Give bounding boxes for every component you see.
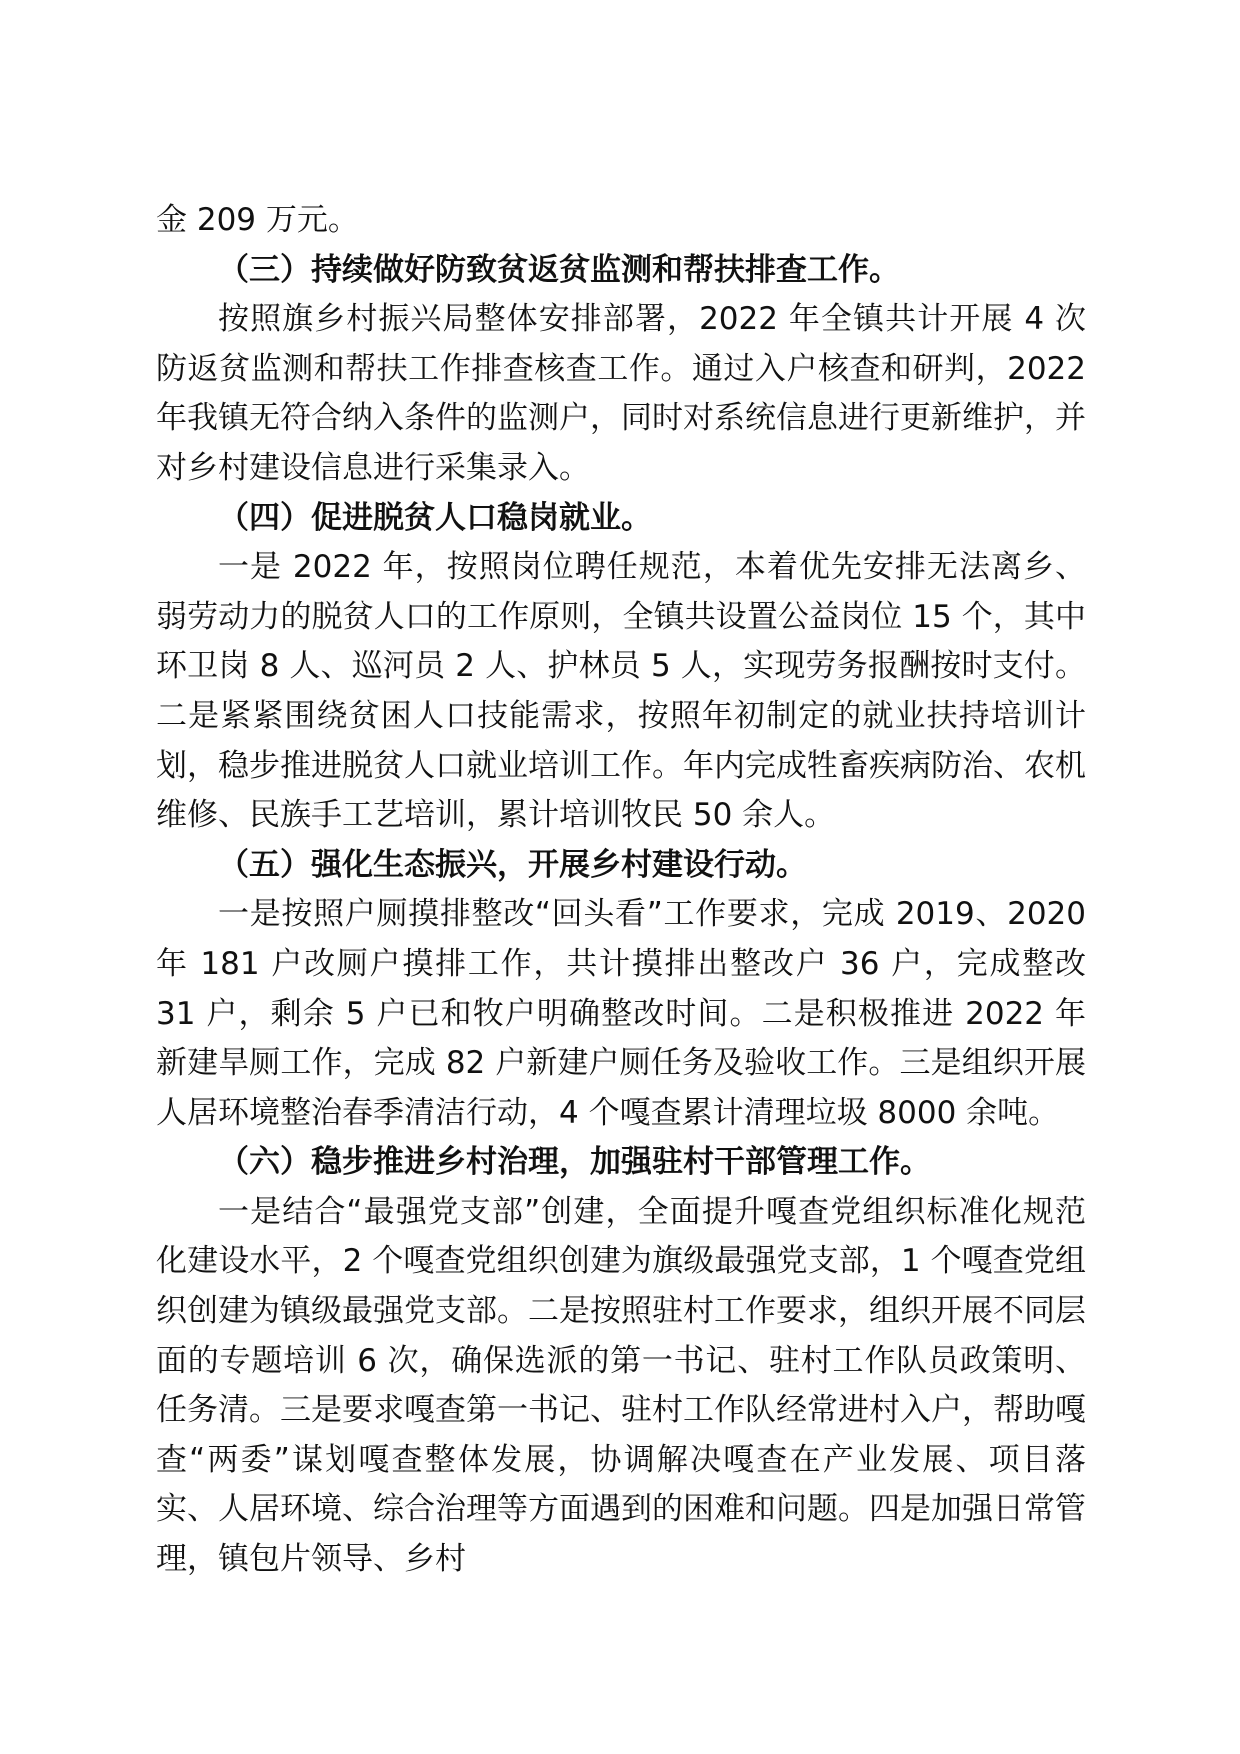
section-heading-6: （六）稳步推进乡村治理，加强驻村干部管理工作。 [218, 1144, 931, 1181]
paragraph-continuation: 金 209 万元。 [156, 202, 359, 238]
section-heading-3: （三）持续做好防致贫返贫监测和帮扶排查工作。 [218, 251, 900, 288]
paragraph-governance: 一是结合“最强党支部”创建，全面提升嘎查党组织标准化规范化建设水平，2 个嘎查党组织创建为旗级最强党支部，1 个嘎查党组织创建为镇级最强党支部。二是按照驻村工作要求，组织开展不同层面的专题培训 6 次，确保选派的第一书记、驻村工作队员政策明、任务清。三是要求嘎查第一书记、驻村工作队经常进村入户，帮助嘎查“两委”谋划嘎查整体发展，协调解决嘎查在产业发展、项目落实、人居环境、综合治理等方面遇到的困难和问题。四是加强日常管理，镇包片领导、乡村 [156, 1193, 1086, 1578]
section-heading-5: （五）强化生态振兴，开展乡村建设行动。 [218, 846, 807, 883]
paragraph-employment: 一是 2022 年，按照岗位聘任规范，本着优先安排无法离乡、弱劳动力的脱贫人口的工作原则，全镇共设置公益岗位 15 个，其中环卫岗 8 人、巡河员 2 人、护林员 5 人，实现劳务报酬按时支付。二是紧紧围绕贫困人口技能需求，按照年初制定的就业扶持培训计划，稳步推进脱贫人口就业培训工作。年内完成牲畜疾病防治、农机维修、民族手工艺培训，累计培训牧民 50 余人。 [156, 549, 1086, 834]
paragraph-ecology: 一是按照户厕摸排整改“回头看”工作要求，完成 2019、2020 年 181 户改厕户摸排工作，共计摸排出整改户 36 户，完成整改 31 户，剩余 5 户已和牧户明确整改时间。二是积极推进 2022 年新建旱厕工作，完成 82 户新建户厕任务及验收工作。三是组织开展人居环境整治春季清洁行动，4 个嘎查累计清理垃圾 8000 余吨。 [156, 896, 1086, 1131]
paragraph-monitoring: 按照旗乡村振兴局整体安排部署，2022 年全镇共计开展 4 次防返贫监测和帮扶工作排查核查工作。通过入户核查和研判，2022 年我镇无符合纳入条件的监测户，同时对系统信息进行更新维护，并对乡村建设信息进行采集录入。 [156, 301, 1086, 486]
section-heading-4: （四）促进脱贫人口稳岗就业。 [218, 499, 652, 536]
document-body [156, 196, 1086, 1585]
